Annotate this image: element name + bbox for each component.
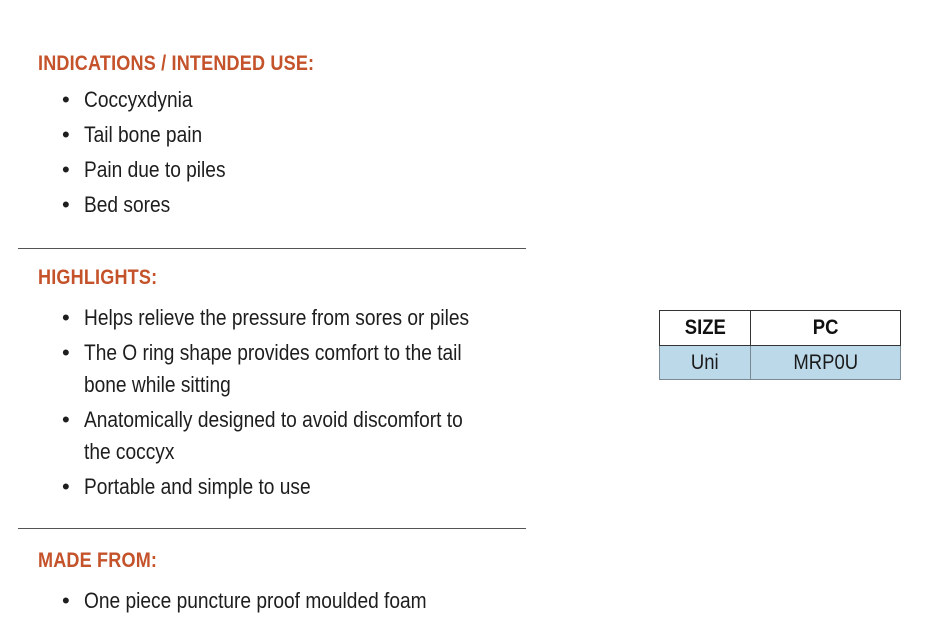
bullet-icon: • (62, 588, 70, 613)
bullet-icon: • (62, 122, 70, 147)
highlights-heading: HIGHLIGHTS: (38, 266, 158, 289)
section-divider (18, 528, 526, 529)
indications-list (0, 84, 247, 224)
table-header-row (660, 311, 901, 346)
indications-heading: INDICATIONS / INTENDED USE: (38, 52, 315, 75)
list-item: • One piece puncture proof moulded foam (0, 585, 478, 617)
list-item: • Helps relieve the pressure from sores or piles (0, 302, 527, 334)
list-item: • Coccyxdynia (0, 84, 247, 116)
table-header-pc: PC (751, 311, 901, 346)
list-item: • Bed sores (0, 189, 247, 221)
made-from-list (0, 585, 478, 620)
size-table (659, 310, 901, 380)
list-item: • Tail bone pain (0, 119, 247, 151)
table-cell-size: Uni (660, 346, 751, 380)
bullet-icon: • (62, 157, 70, 182)
list-item: • The O ring shape provides comfort to the tail bone while sitting (0, 337, 527, 401)
made-from-heading: MADE FROM: (38, 549, 158, 572)
list-item: • Portable and simple to use (0, 471, 527, 503)
table-header-size: SIZE (660, 311, 751, 346)
list-item: • Anatomically designed to avoid discomfort to the coccyx (0, 404, 527, 468)
section-divider (18, 248, 526, 249)
bullet-icon: • (62, 340, 70, 365)
table-cell-pc: MRP0U (751, 346, 901, 380)
bullet-icon: • (62, 474, 70, 499)
list-item: • Pain due to piles (0, 154, 247, 186)
table-row (660, 346, 901, 380)
bullet-icon: • (62, 305, 70, 330)
highlights-list (0, 302, 527, 506)
bullet-icon: • (62, 87, 70, 112)
bullet-icon: • (62, 192, 70, 217)
bullet-icon: • (62, 407, 70, 432)
